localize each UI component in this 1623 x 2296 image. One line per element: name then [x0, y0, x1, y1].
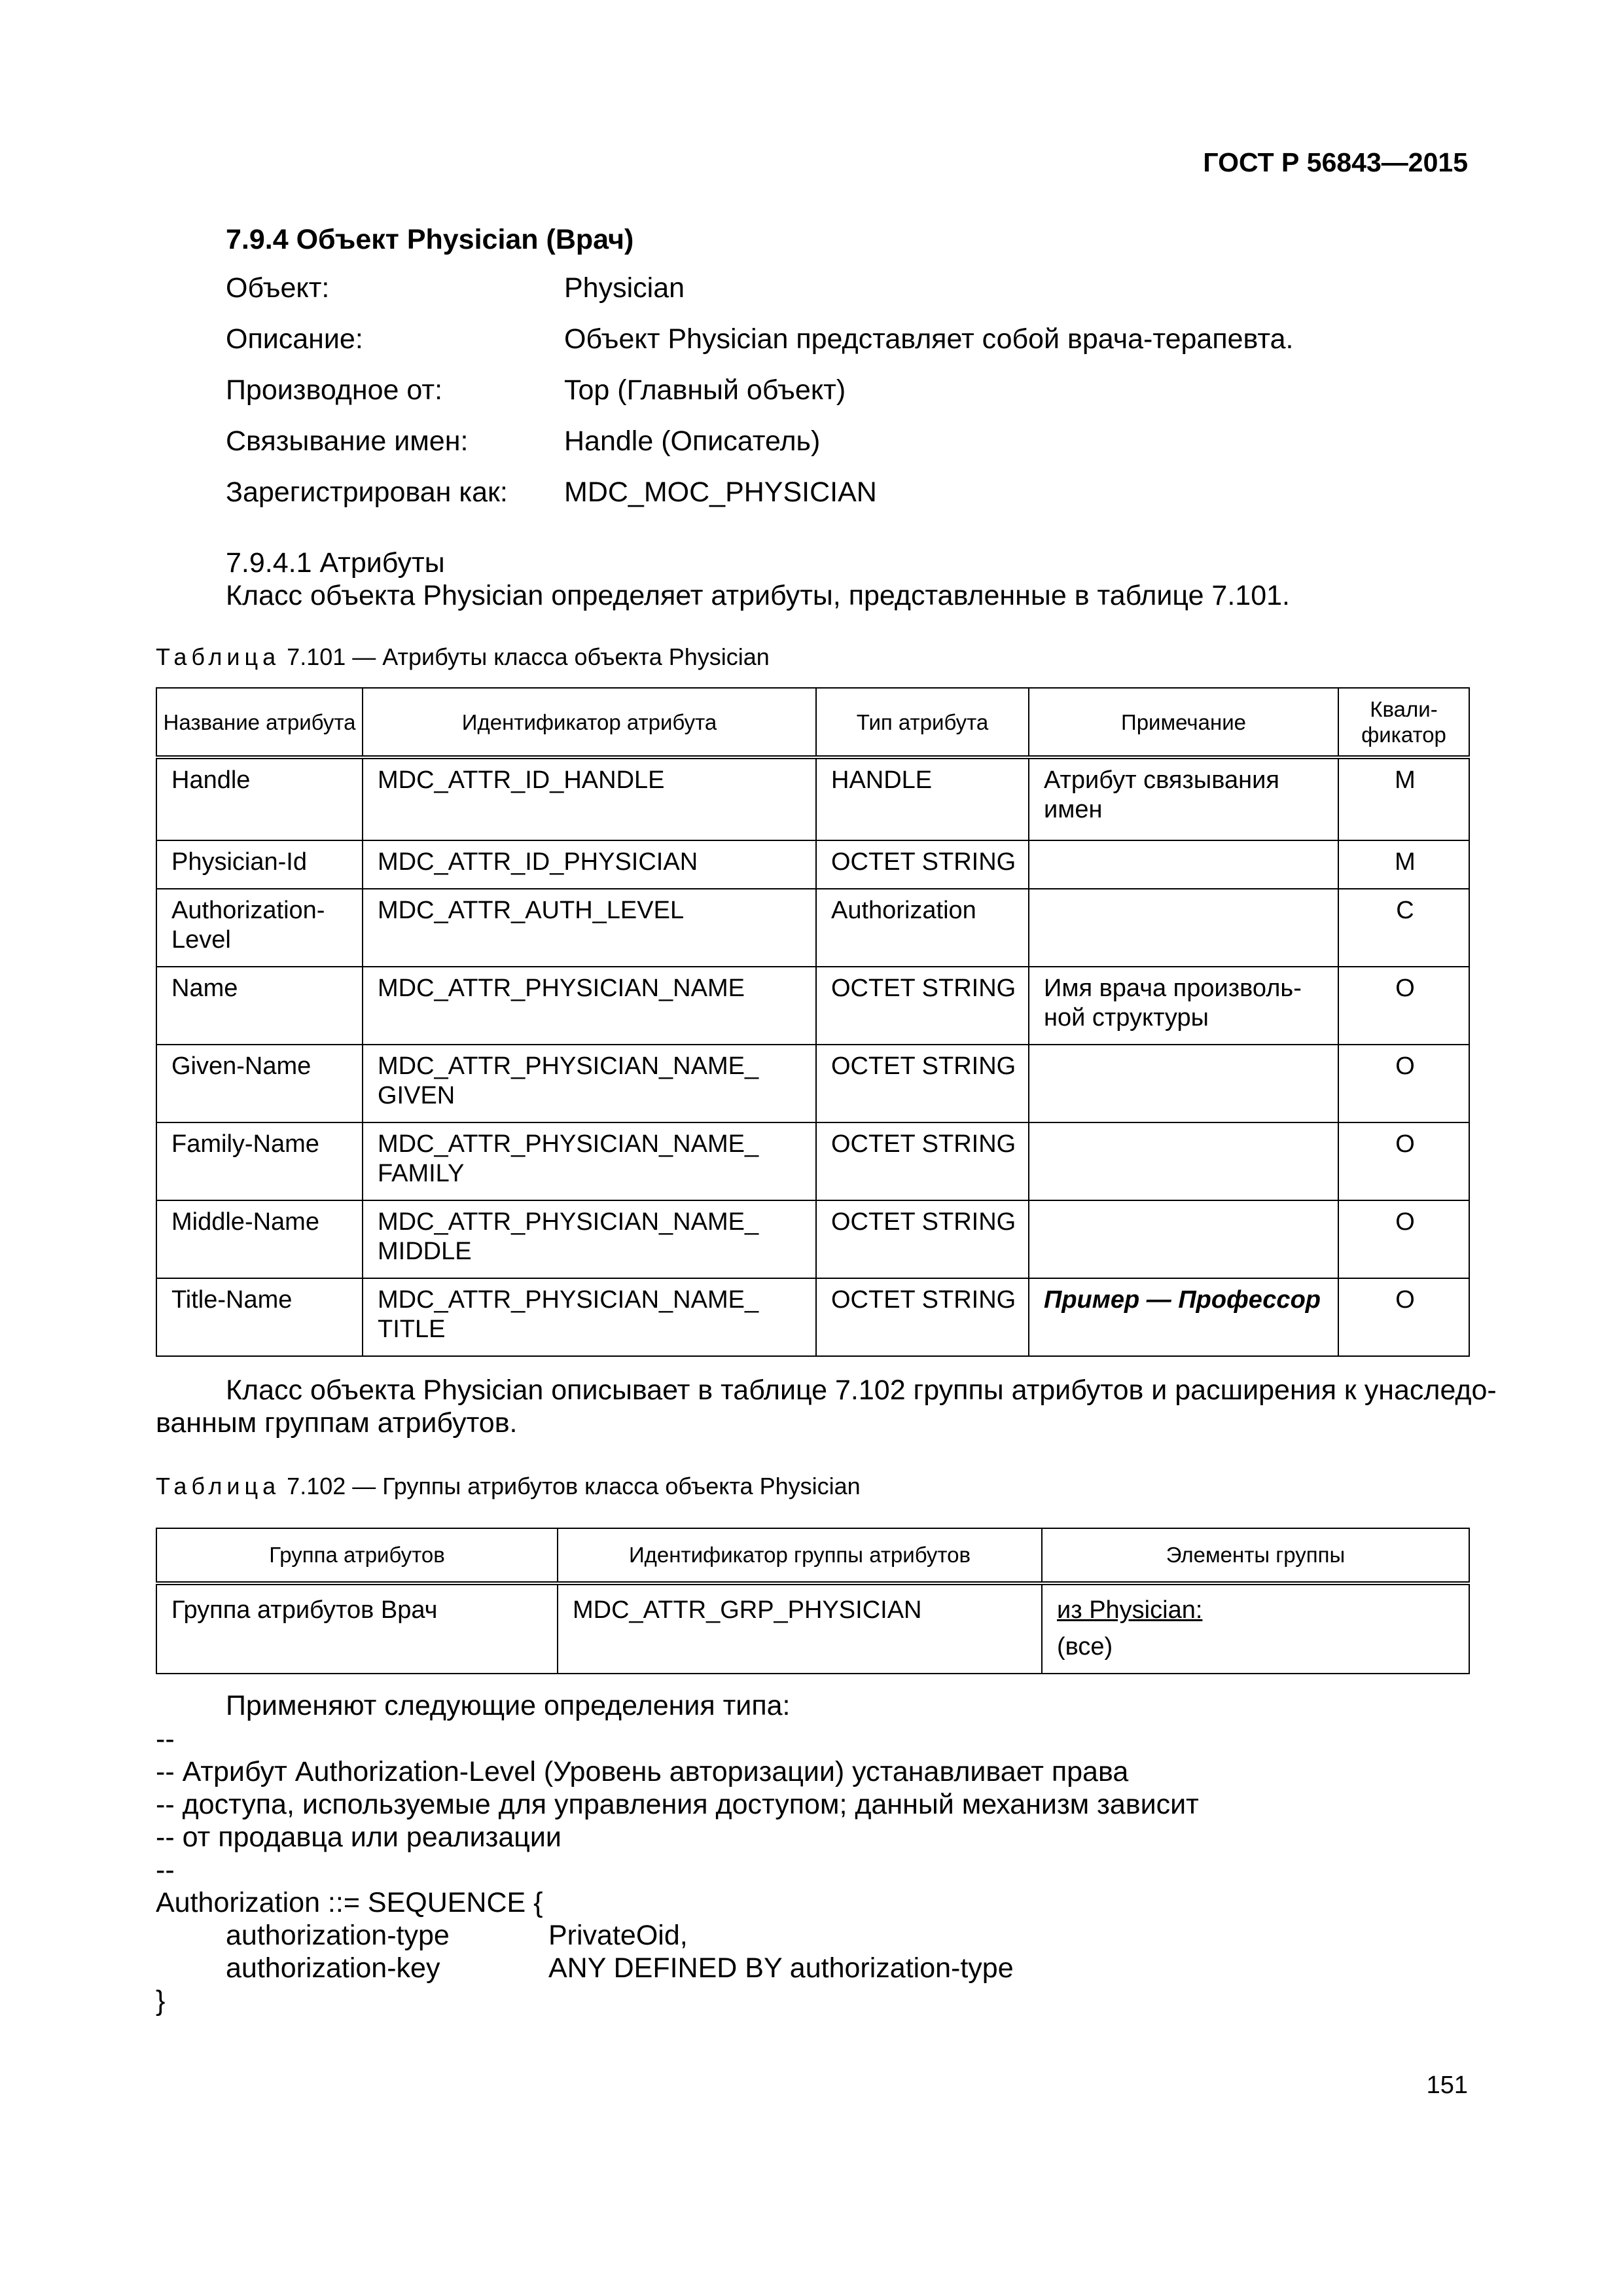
- table-row: [156, 1122, 1469, 1200]
- cell-note: Имя врача произволь-ной структуры: [1029, 967, 1338, 1045]
- header-attribute-id: Идентификатор атрибута: [363, 688, 816, 757]
- cell-attribute-id: MDC_ATTR_PHYSICIAN_NAME_ GIVEN: [363, 1045, 816, 1122]
- cell-qualifier: O: [1338, 1045, 1469, 1122]
- group-elements-source: из Physician:: [1057, 1596, 1203, 1624]
- cell-attribute-type: OCTET STRING: [816, 1278, 1029, 1356]
- code-comment-line: -- доступа, используемые для управления доступом; данный механизм зависит: [156, 1789, 1199, 1820]
- type-defs-intro: Применяют следующие определения типа:: [226, 1690, 791, 1721]
- cell-qualifier: M: [1338, 757, 1469, 840]
- cell-attribute-type: OCTET STRING: [816, 967, 1029, 1045]
- header-attribute-type: Тип атрибута: [816, 688, 1029, 757]
- document-standard-header: ГОСТ Р 56843—2015: [1203, 147, 1468, 177]
- cell-note: [1029, 840, 1338, 889]
- cell-attribute-name: Title-Name: [156, 1278, 363, 1356]
- cell-attribute-id: MDC_ATTR_PHYSICIAN_NAME_ MIDDLE: [363, 1200, 816, 1278]
- header-attribute-group-id: Идентификатор группы атрибутов: [558, 1528, 1042, 1583]
- cell-attribute-type: OCTET STRING: [816, 1200, 1029, 1278]
- table1-caption-text: 7.101 — Атрибуты класса объекта Physician: [287, 643, 770, 670]
- cell-note: [1029, 1200, 1338, 1278]
- field-key-name-binding: Связывание имен:: [226, 425, 469, 457]
- cell-attribute-name: Name: [156, 967, 363, 1045]
- code-comment-line: --: [156, 1723, 175, 1755]
- field-value-object: Physician: [564, 272, 685, 304]
- code-comment-line: -- Атрибут Authorization-Level (Уровень авторизации) устанавливает права: [156, 1756, 1129, 1787]
- cell-attribute-type: OCTET STRING: [816, 840, 1029, 889]
- table-row: [156, 757, 1469, 840]
- page-number: 151: [1426, 2072, 1468, 2099]
- table-row: [156, 889, 1469, 967]
- subsection-text: Класс объекта Physician определяет атрибуты, представленные в таблице 7.101.: [226, 580, 1290, 611]
- code-member-type: PrivateOid,: [548, 1920, 688, 1951]
- table2-caption-text: 7.102 — Группы атрибутов класса объекта Physician: [287, 1473, 861, 1499]
- cell-qualifier: O: [1338, 1278, 1469, 1356]
- code-member-row: [156, 1919, 1199, 1952]
- table-row: [156, 1583, 1469, 1674]
- header-attribute-name: Название атрибута: [156, 688, 363, 757]
- cell-attribute-id: MDC_ATTR_PHYSICIAN_NAME: [363, 967, 816, 1045]
- cell-attribute-id: MDC_ATTR_ID_HANDLE: [363, 757, 816, 840]
- code-comment-line: --: [156, 1854, 175, 1886]
- cell-qualifier: M: [1338, 840, 1469, 889]
- code-member-name: authorization-type: [226, 1920, 450, 1951]
- cell-attribute-name: Authorization-Level: [156, 889, 363, 967]
- cell-attribute-name: Middle-Name: [156, 1200, 363, 1278]
- table2-caption-prefix: Таблица: [156, 1473, 281, 1499]
- cell-attribute-name: Physician-Id: [156, 840, 363, 889]
- field-value-registered-as: MDC_MOC_PHYSICIAN: [564, 476, 877, 508]
- table-header-row: [156, 688, 1469, 757]
- field-key-object: Объект:: [226, 272, 330, 304]
- table-row: [156, 967, 1469, 1045]
- table2-caption: [156, 1473, 861, 1500]
- header-note: Примечание: [1029, 688, 1338, 757]
- field-value-description: Объект Physician представляет собой врача-терапевта.: [564, 323, 1294, 355]
- cell-attribute-group: Группа атрибутов Врач: [156, 1583, 558, 1674]
- table-row: [156, 1278, 1469, 1356]
- cell-note: Атрибут связывания имен: [1029, 757, 1338, 840]
- table-row: [156, 840, 1469, 889]
- group-elements-value: (все): [1057, 1633, 1113, 1660]
- cell-group-elements: [1042, 1583, 1469, 1674]
- table1-caption: [156, 643, 770, 671]
- field-value-name-binding: Handle (Описатель): [564, 425, 821, 457]
- cell-attribute-type: OCTET STRING: [816, 1045, 1029, 1122]
- cell-attribute-type: Authorization: [816, 889, 1029, 967]
- cell-attribute-id: MDC_ATTR_PHYSICIAN_NAME_ TITLE: [363, 1278, 816, 1356]
- table-header-row: [156, 1528, 1469, 1583]
- field-value-derived-from: Top (Главный объект): [564, 374, 846, 406]
- attribute-groups-table: [156, 1528, 1470, 1674]
- subsection-title: 7.9.4.1 Атрибуты: [226, 547, 445, 579]
- cell-qualifier: O: [1338, 967, 1469, 1045]
- cell-attribute-id: MDC_ATTR_AUTH_LEVEL: [363, 889, 816, 967]
- cell-attribute-group-id: MDC_ATTR_GRP_PHYSICIAN: [558, 1583, 1042, 1674]
- table-row: [156, 1200, 1469, 1278]
- field-key-derived-from: Производное от:: [226, 374, 443, 406]
- cell-qualifier: O: [1338, 1122, 1469, 1200]
- code-member-type: ANY DEFINED BY authorization-type: [548, 1952, 1014, 1984]
- field-key-registered-as: Зарегистрирован как:: [226, 476, 508, 508]
- cell-note: [1029, 1122, 1338, 1200]
- header-attribute-group: Группа атрибутов: [156, 1528, 558, 1583]
- cell-attribute-name: Given-Name: [156, 1045, 363, 1122]
- code-sequence-close: }: [156, 1985, 166, 2017]
- code-sequence-open: Authorization ::= SEQUENCE {: [156, 1887, 543, 1918]
- cell-attribute-type: HANDLE: [816, 757, 1029, 840]
- type-defs-code-block: [156, 1723, 1199, 2017]
- cell-note: [1029, 1045, 1338, 1122]
- header-group-elements: Элементы группы: [1042, 1528, 1469, 1583]
- table1-caption-prefix: Таблица: [156, 643, 281, 670]
- code-comment-line: -- от продавца или реализации: [156, 1821, 562, 1853]
- cell-attribute-id: MDC_ATTR_PHYSICIAN_NAME_ FAMILY: [363, 1122, 816, 1200]
- paragraph-line-2: ванным группам атрибутов.: [156, 1407, 518, 1439]
- paragraph-line-1: Класс объекта Physician описывает в таблице 7.102 группы атрибутов и расширения к унаследо-: [226, 1374, 1497, 1406]
- cell-qualifier: C: [1338, 889, 1469, 967]
- cell-attribute-name: Family-Name: [156, 1122, 363, 1200]
- cell-note-example: Пример — Профессор: [1029, 1278, 1338, 1356]
- field-key-description: Описание:: [226, 323, 363, 355]
- cell-attribute-id: MDC_ATTR_ID_PHYSICIAN: [363, 840, 816, 889]
- cell-attribute-name: Handle: [156, 757, 363, 840]
- code-member-row: [156, 1952, 1199, 1984]
- cell-qualifier: O: [1338, 1200, 1469, 1278]
- cell-attribute-type: OCTET STRING: [816, 1122, 1029, 1200]
- cell-note: [1029, 889, 1338, 967]
- table-row: [156, 1045, 1469, 1122]
- header-qualifier: Квали-фикатор: [1338, 688, 1469, 757]
- code-member-name: authorization-key: [226, 1952, 440, 1984]
- attributes-table: [156, 687, 1470, 1357]
- section-title: 7.9.4 Объект Physician (Врач): [226, 224, 634, 255]
